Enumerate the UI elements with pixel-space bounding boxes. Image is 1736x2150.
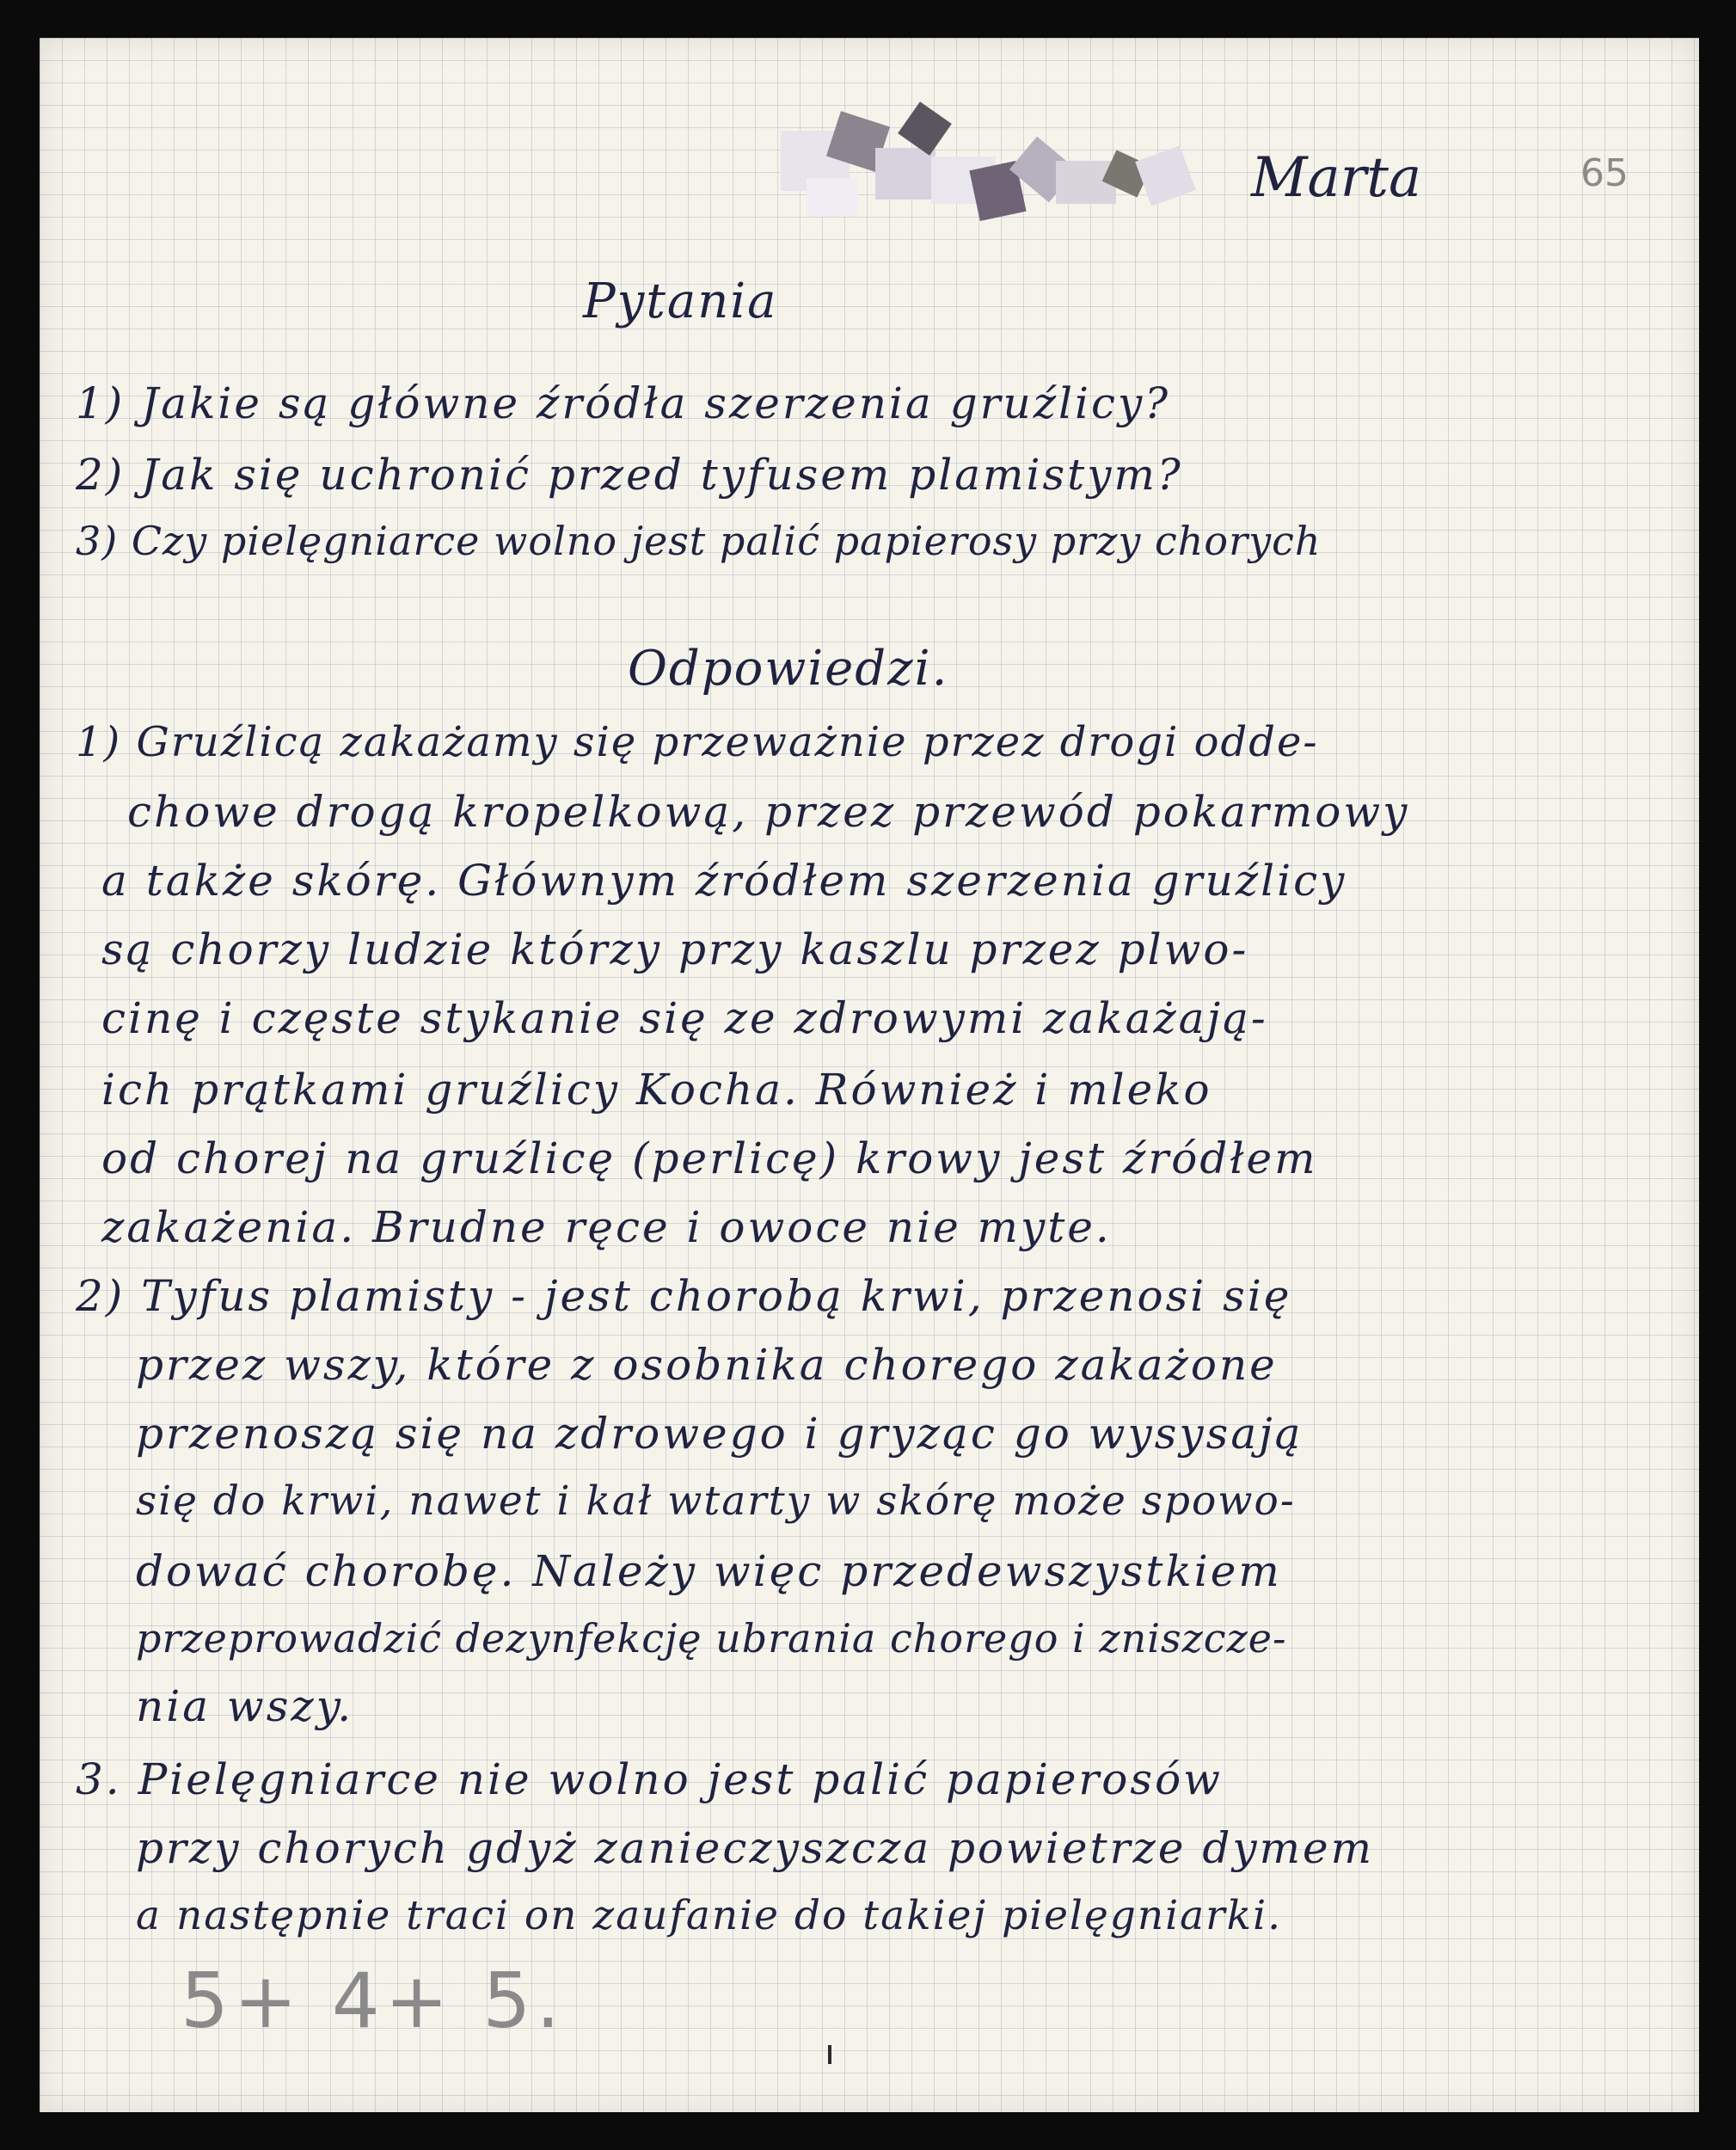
- question-3: 3) Czy pielęgniarce wolno jest palić papierosy przy chorych: [76, 518, 1322, 564]
- answer-line: 2) Tyfus plamisty - jest chorobą krwi, przenosi się: [76, 1271, 1292, 1321]
- answer-line: przeprowadzić dezynfekcję ubrania chorego i zniszcze-: [136, 1615, 1287, 1662]
- answer-line: przez wszy, które z osobnika chorego zakażone: [136, 1340, 1278, 1390]
- answer-line: przenoszą się na zdrowego i gryząc go wysysają: [136, 1409, 1304, 1459]
- page-edge-mark: [828, 2045, 831, 2064]
- answer-line: nia wszy.: [136, 1681, 354, 1731]
- answer-line: przy chorych gdyż zanieczyszcza powietrze dymem: [136, 1823, 1374, 1873]
- answer-line: się do krwi, nawet i kał wtarty w skórę może spowo-: [136, 1477, 1296, 1525]
- questions-title: Pytania: [583, 273, 778, 329]
- question-1: 1) Jakie są główne źródła szerzenia gruźlicy?: [76, 378, 1171, 428]
- answer-line: a także skórę. Głównym źródłem szerzenia gruźlicy: [101, 856, 1347, 906]
- answer-line: są chorzy ludzie którzy przy kaszlu przez plwo-: [101, 924, 1249, 974]
- answer-line: chowe drogą kropelkową, przez przewód pokarmowy: [127, 787, 1410, 837]
- answer-line: ich prątkami gruźlicy Kocha. Również i mleko: [101, 1065, 1212, 1115]
- answer-line: a następnie traci on zaufanie do takiej pielęgniarki.: [136, 1892, 1283, 1939]
- answer-line: zakażenia. Brudne ręce i owoce nie myte.: [101, 1202, 1112, 1252]
- redacted-name-block: [772, 96, 1202, 225]
- answer-line: cinę i częste stykanie się ze zdrowymi zakażają-: [101, 993, 1268, 1043]
- question-2: 2) Jak się uchronić przed tyfusem plamistym?: [76, 450, 1183, 500]
- grade-note: 5+ 4+ 5.: [181, 1956, 566, 2045]
- student-name: Marta: [1251, 146, 1422, 210]
- page-number: 65: [1580, 151, 1629, 195]
- answers-title: Odpowiedzi.: [628, 641, 949, 697]
- answer-line: 1) Gruźlicą zakażamy się przeważnie przez drogi odde-: [76, 718, 1319, 766]
- answer-line: od chorej na gruźlicę (perlicę) krowy jest źródłem: [101, 1133, 1318, 1183]
- answer-line: dować chorobę. Należy więc przedewszystkiem: [136, 1546, 1282, 1596]
- answer-line: 3. Pielęgniarce nie wolno jest palić papierosów: [76, 1754, 1223, 1804]
